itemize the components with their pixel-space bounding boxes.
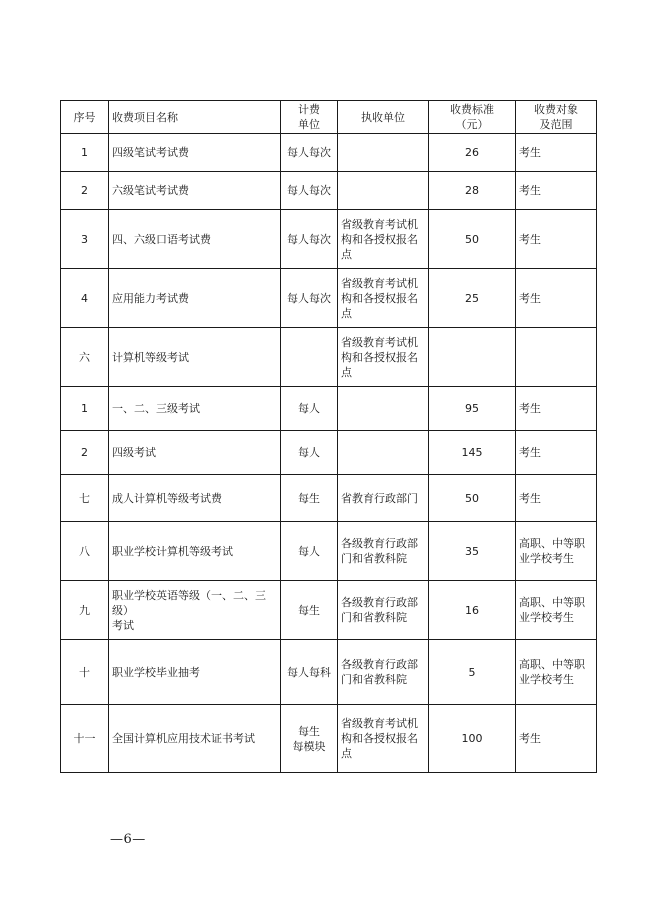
fee-table [60, 100, 597, 773]
row-agency: 省级教育考试机 构和各授权报名 点 [338, 269, 429, 328]
table-row [61, 387, 597, 431]
table-row [61, 640, 597, 705]
table-row [61, 522, 597, 581]
row-amount: 25 [429, 269, 516, 328]
row-scope: 高职、中等职 业学校考生 [516, 640, 597, 705]
row-amount: 28 [429, 172, 516, 210]
row-unit: 每生 [281, 581, 338, 640]
row-scope: 考生 [516, 387, 597, 431]
row-amount: 35 [429, 522, 516, 581]
row-agency [338, 172, 429, 210]
row-name: 四级笔试考试费 [109, 134, 281, 172]
header-amount: 收费标准 （元） [429, 101, 516, 134]
row-amount: 95 [429, 387, 516, 431]
row-name: 应用能力考试费 [109, 269, 281, 328]
row-agency: 省级教育考试机 构和各授权报名 点 [338, 210, 429, 269]
table-row [61, 581, 597, 640]
header-name: 收费项目名称 [109, 101, 281, 134]
row-name: 计算机等级考试 [109, 328, 281, 387]
table-row [61, 172, 597, 210]
row-scope: 考生 [516, 431, 597, 475]
row-amount: 26 [429, 134, 516, 172]
row-name: 职业学校毕业抽考 [109, 640, 281, 705]
row-no: 1 [61, 387, 109, 431]
row-scope [516, 328, 597, 387]
row-no: 2 [61, 431, 109, 475]
row-name: 全国计算机应用技术证书考试 [109, 705, 281, 773]
row-unit: 每人每次 [281, 210, 338, 269]
row-agency [338, 431, 429, 475]
row-name: 四、六级口语考试费 [109, 210, 281, 269]
row-no: 3 [61, 210, 109, 269]
row-scope: 考生 [516, 705, 597, 773]
row-amount: 50 [429, 475, 516, 522]
row-unit: 每人 [281, 387, 338, 431]
row-unit: 每人每次 [281, 134, 338, 172]
row-no: 七 [61, 475, 109, 522]
row-no: 六 [61, 328, 109, 387]
row-unit [281, 328, 338, 387]
table-row [61, 328, 597, 387]
row-amount: 145 [429, 431, 516, 475]
header-agency: 执收单位 [338, 101, 429, 134]
row-agency: 各级教育行政部 门和省教科院 [338, 522, 429, 581]
row-name: 六级笔试考试费 [109, 172, 281, 210]
row-scope: 考生 [516, 134, 597, 172]
row-scope: 高职、中等职 业学校考生 [516, 581, 597, 640]
table-row [61, 475, 597, 522]
row-scope: 考生 [516, 475, 597, 522]
row-amount: 100 [429, 705, 516, 773]
page-number: —6— [110, 832, 146, 847]
header-no: 序号 [61, 101, 109, 134]
row-amount: 16 [429, 581, 516, 640]
row-unit: 每人 [281, 522, 338, 581]
row-agency: 省级教育考试机 构和各授权报名 点 [338, 705, 429, 773]
row-name: 四级考试 [109, 431, 281, 475]
row-name: 职业学校计算机等级考试 [109, 522, 281, 581]
header-unit: 计费 单位 [281, 101, 338, 134]
row-name: 职业学校英语等级（一、二、三级） 考试 [109, 581, 281, 640]
table-row [61, 431, 597, 475]
row-name: 一、二、三级考试 [109, 387, 281, 431]
header-row [61, 101, 597, 134]
table-row [61, 705, 597, 773]
row-name: 成人计算机等级考试费 [109, 475, 281, 522]
row-scope: 考生 [516, 210, 597, 269]
row-amount: 50 [429, 210, 516, 269]
row-unit: 每人每次 [281, 172, 338, 210]
header-scope: 收费对象 及范围 [516, 101, 597, 134]
table-row [61, 134, 597, 172]
row-unit: 每人每科 [281, 640, 338, 705]
row-scope: 高职、中等职 业学校考生 [516, 522, 597, 581]
row-no: 1 [61, 134, 109, 172]
row-no: 八 [61, 522, 109, 581]
row-amount: 5 [429, 640, 516, 705]
table-row [61, 210, 597, 269]
table-row [61, 269, 597, 328]
row-no: 九 [61, 581, 109, 640]
row-scope: 考生 [516, 269, 597, 328]
row-agency: 省级教育考试机 构和各授权报名 点 [338, 328, 429, 387]
row-unit: 每生 [281, 475, 338, 522]
row-agency [338, 134, 429, 172]
row-no: 4 [61, 269, 109, 328]
row-agency [338, 387, 429, 431]
row-no: 2 [61, 172, 109, 210]
row-agency: 省教育行政部门 [338, 475, 429, 522]
row-scope: 考生 [516, 172, 597, 210]
row-no: 十一 [61, 705, 109, 773]
row-no: 十 [61, 640, 109, 705]
row-unit: 每人每次 [281, 269, 338, 328]
row-amount [429, 328, 516, 387]
row-unit: 每人 [281, 431, 338, 475]
row-agency: 各级教育行政部 门和省教科院 [338, 640, 429, 705]
row-agency: 各级教育行政部 门和省教科院 [338, 581, 429, 640]
row-unit: 每生 每模块 [281, 705, 338, 773]
